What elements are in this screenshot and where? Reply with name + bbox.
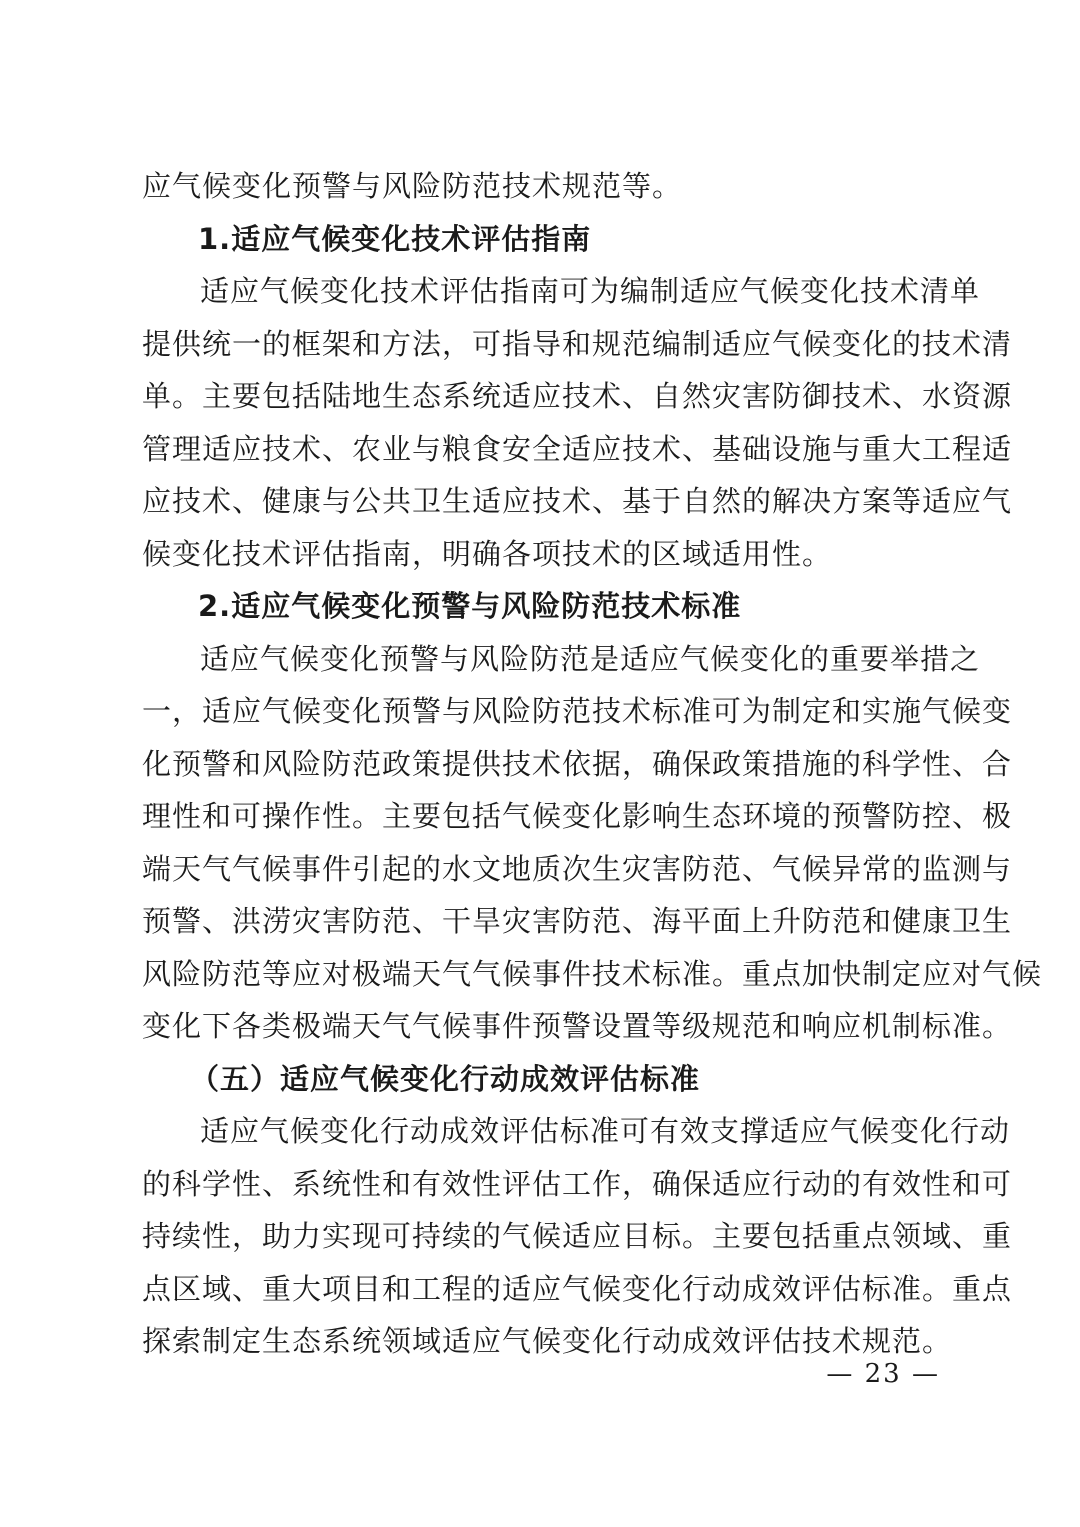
subheading-tech-assessment-guide: 1.适应气候变化技术评估指南 — [198, 221, 592, 256]
body-line: 风险防范等应对极端天气气候事件技术标准。重点加快制定应对气候 — [142, 956, 1043, 991]
subheading-warning-risk-standards: 2.适应气候变化预警与风险防范技术标准 — [198, 589, 742, 623]
body-line: 探索制定生态系统领域适应气候变化行动成效评估技术规范。 — [142, 1324, 953, 1358]
body-line: 适应气候变化技术评估指南可为编制适应气候变化技术清单 — [200, 274, 981, 308]
page-number: — 23 — — [826, 1359, 940, 1389]
body-line: 预警、洪涝灾害防范、干旱灾害防范、海平面上升防范和健康卫生 — [142, 904, 1013, 938]
section-heading-action-effectiveness: （五）适应气候变化行动成效评估标准 — [190, 1061, 701, 1096]
body-line: 端天气气候事件引起的水文地质次生灾害防范、气候异常的监测与 — [142, 851, 1013, 886]
body-line: 一，适应气候变化预警与风险防范技术标准可为制定和实施气候变 — [142, 694, 1013, 728]
body-line: 管理适应技术、农业与粮食安全适应技术、基础设施与重大工程适 — [142, 431, 1013, 466]
body-line: 持续性，助力实现可持续的气候适应目标。主要包括重点领域、重 — [142, 1219, 1013, 1253]
body-line: 适应气候变化行动成效评估标准可有效支撑适应气候变化行动 — [200, 1114, 1011, 1148]
body-line: 理性和可操作性。主要包括气候变化影响生态环境的预警防控、极 — [142, 799, 1013, 833]
body-line: 适应气候变化预警与风险防范是适应气候变化的重要举措之 — [200, 641, 981, 676]
body-line: 应气候变化预警与风险防范技术规范等。 — [142, 169, 683, 203]
body-line: 候变化技术评估指南，明确各项技术的区域适用性。 — [142, 536, 833, 571]
body-line: 单。主要包括陆地生态系统适应技术、自然灾害防御技术、水资源 — [142, 379, 1013, 413]
body-line: 的科学性、系统性和有效性评估工作，确保适应行动的有效性和可 — [142, 1166, 1013, 1201]
document-body — [142, 160, 1043, 1368]
body-line: 化预警和风险防范政策提供技术依据，确保政策措施的科学性、合 — [142, 746, 1013, 781]
body-line: 点区域、重大项目和工程的适应气候变化行动成效评估标准。重点 — [142, 1271, 1013, 1306]
body-line: 应技术、健康与公共卫生适应技术、基于自然的解决方案等适应气 — [142, 484, 1013, 518]
body-line: 提供统一的框架和方法，可指导和规范编制适应气候变化的技术清 — [142, 326, 1013, 361]
body-line: 变化下各类极端天气气候事件预警设置等级规范和响应机制标准。 — [142, 1009, 1013, 1043]
